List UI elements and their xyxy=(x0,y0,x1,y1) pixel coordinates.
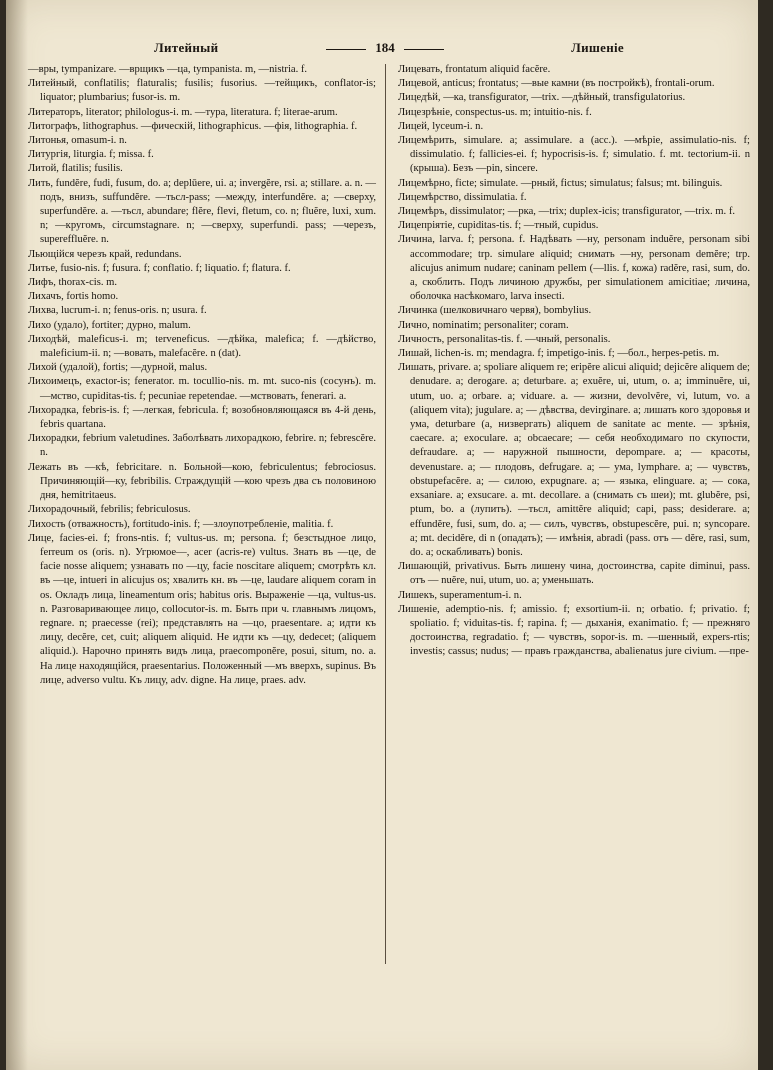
dictionary-entry: Литераторъ, literator; philologus-i. m. —тура, literatura. f; literae-arum. xyxy=(28,106,338,118)
dictionary-entry: Литой, flatilis; fusilis. xyxy=(28,163,123,175)
dictionary-entry: Лишекъ, superamentum-i. n. xyxy=(398,589,522,601)
dictionary-entry: Литейный, conflatilis; flaturalis; fusilis; fusorius. —тейщикъ, conflator-is; liquator; plumbarius; fusor-is. m. xyxy=(28,78,376,104)
rule-right xyxy=(404,49,444,50)
dictionary-entry: Лишать, privare. a; spoliare aliquem re; eripĕre alicui aliquid; dejicĕre aliquem de; denudare. a; derogare. a; deturbare. a; exuĕre, ui, utum, o. a; imminuĕre, ui, utum, uo. a; orbare. a; viduare. a. — жизни, devolvĕre, vi, lutum, vo. a (aliquem vita); jugulare. a; — дѣвства, devirginare. a; лишать кого здоровья и ума, deturbare (a, низвергать) aliquem de sanitate ac mente. — зрѣнія, caecare. a; exoculare. a; obcaecare; — себя необходимаго по скупости, defraudare. a; — наружной пышности, depompare. a; — красоты, devenustare. a; — плодовъ, defrugare. a; — ума, lymphare. a; — чувствъ, obstupefacĕre. a; — силою, expugnare. a; — языка, elinguare. a; — сока, exsaniare. a; exsucare. a. mt. decollare. a (снимать съ шеи); mt. glubĕre, psi, ptum, bo. a (лупить). —тьсл, amittĕre aliquid; capi, pass; desiderare. a; effundĕre, fusi, sum, do. a; — силъ, чувствъ, obstupescĕre, pui. n; syncopare. a; mt. decidĕre, di n (опадать); — имѣнія, abradi (pass. отъ — dĕre, rasi, sum, do. a; оскабливать) bonis. xyxy=(398,362,750,558)
dictionary-entry: Лихорадка, febris-is. f; —легкая, febricula. f; возобновляющаяся въ 4-й день, febris quartana. xyxy=(28,404,376,431)
book-page xyxy=(6,0,758,1070)
dictionary-entry: Лить, fundĕre, fudi, fusum, do. a; deplūere, ui. a; invergĕre, rsi. a; stillare. a. n. —подъ, внизъ, suffundĕre. —тьсл-pass; —между, interfundĕre. a; —сверху, superfundĕre. a. —тьсл, abundare; flĕre, flevi, fletum, co. n; fluĕre, luxi, xum. n; —кругомъ, circumstagnare. n; —сверху, superfundi. pass; —черезъ, supereffluĕre. n. xyxy=(28,177,376,246)
dictionary-entry: Лицемѣрить, simulare. a; assimulare. a (acc.). —мѣріе, assimulatio-nis. f; dissimulatio. f; fallicies-ei. f; hypocrisis-is. f; simulatio. f. mt. tectorium-ii. n (крыша). Безъ —pin, sincere. xyxy=(398,135,750,175)
dictionary-entry: Лихва, lucrum-i. n; fenus-oris. n; usura. f. xyxy=(28,305,207,317)
dictionary-entry: Личина, larva. f; persona. f. Надѣвать —ну, personam induĕre, personam sibi accommodare; trp. simulare aliquid; снимать —ну, personam demĕre; trp. alicujus animum nudare; caninam pellem (—llis. f, кожа) radĕre, rasi, sum, do. a, скоблить. Подъ личиною дружбы, per simulationem amicitiae; личина, оболочка насѣкомаго, larva insecti. xyxy=(398,234,750,303)
dictionary-entry: Литонья, omasum-i. n. xyxy=(28,135,127,147)
dictionary-entry: Лицей, lyceum-i. n. xyxy=(398,120,484,132)
page-header xyxy=(26,40,744,62)
running-head-left: Литейный xyxy=(154,40,219,55)
dictionary-entry: Лицемѣрство, dissimulatia. f. xyxy=(398,191,527,203)
dictionary-entry: Лицезрѣніе, conspectus-us. m; intuitio-nis. f. xyxy=(398,106,592,118)
dictionary-entry: Лишающій, privativus. Быть лишену чина, достоинства, capite diminui, pass. отъ — nuĕre, nui, utum, uo. a; уменьшать. xyxy=(398,561,750,587)
dictionary-entry: Лишеніе, ademptio-nis. f; amissio. f; exsortium-ii. n; orbatio. f; privatio. f; spoliatio. f; viduitas-tis. f; rapina. f; — дыханія, exanimatio. f; — прежняго достоинства, regradatio. f; — чувствъ, sopor-is. m. —шенный, expers-rtis; investis; cassus; nudus; — правъ гражданства, abalienatus jure civium. —пре- xyxy=(398,603,750,658)
left-column xyxy=(28,63,376,688)
right-column xyxy=(398,63,750,660)
dictionary-entry: Литье, fusio-nis. f; fusura. f; conflatio. f; liquatio. f; flatura. f. xyxy=(28,262,291,274)
dictionary-entry: Литургія, liturgia. f; missa. f. xyxy=(28,149,154,161)
page-number: 184 xyxy=(375,40,395,55)
dictionary-entry: Лихорадочный, febrilis; febriculosus. xyxy=(28,504,191,516)
dictionary-entry: Лицемѣрно, ficte; simulate. —рный, fictus; simulatus; falsus; mt. bilinguis. xyxy=(398,177,723,189)
dictionary-entry: Льющійся черезъ край, redundans. xyxy=(28,248,182,260)
dictionary-entry: Личинка (шелковичнаго червя), bombylius. xyxy=(398,305,592,317)
dictionary-entry: Лицепріятіе, cupiditas-tis. f; —тный, cupidus. xyxy=(398,220,599,232)
dictionary-entry: Лицедѣй, —ка, transfigurator, —trix. —дѣйный, transfigulatorius. xyxy=(398,92,686,104)
dictionary-entry: Лифъ, thorax-cis. m. xyxy=(28,277,118,289)
dictionary-entry: Лице, facies-ei. f; frons-ntis. f; vultus-us. m; persona. f; безстыдное лицо, ferreum os (oris. n). Угрюмое—, acer (acris-re) vultus. Знать въ —це, de facie nosse aliquem; узнавать по —цу, facie noscitare aliquem; смотрѣть кл. въ —це, intueri in alicujus os; хвалить кн. въ —це, laudare aliquem coram in os. Окладъ лица, lineamentum oris; habitus oris. Выраженіе —ца, vultus-us. n. Разговаривающее лицо, collocutor-is. m. Быть при ч. главнымъ лицомъ, regnare. n; praecesse (rei); представлять на —цо, praesentare. a; идти къ лицу, decĕre, cet, cuit; aliquem aliquid. Не идти къ —цу, dedecet; (aliquem aliquid.). Нарочно принять видъ лица, praecomponĕre, posui, situm, no. a. На лице находящійся, praesentarius. Положенный —мъ вверхъ, supinus. Въ лице, adverso vultu. Къ лицу, adv. digne. На лице, praes. adv. xyxy=(28,532,376,686)
rule-left xyxy=(326,49,366,50)
dictionary-entry: Литографъ, lithographus. —фическій, lithographicus. —фія, lithographia. f. xyxy=(28,120,358,132)
dictionary-entry: —вры, tympanizare. —врщикъ —ца, tympanista. m, —nistria. f. xyxy=(28,64,308,75)
dictionary-entry: Лиходѣй, maleficus-i. m; terveneficus. —дѣйка, malefica; f. —дѣйство, maleficium-ii. n; —вовать, malefacĕre. n (dat). xyxy=(28,333,376,360)
dictionary-entry: Лежать въ —кѣ, febricitare. n. Больной—кою, febriculentus; febrociosus. Причиняющій—ку, febribilis. Страждущій —кою чрезъ два съ половиною дня, hemitritaeus. xyxy=(28,461,376,502)
page-number-block xyxy=(26,40,744,56)
dictionary-entry: Лихачъ, fortis homo. xyxy=(28,291,119,303)
running-head-right: Лишеніе xyxy=(571,40,624,55)
dictionary-entry: Лицевой, anticus; frontatus; —вые камни (въ постройкѣ), frontali-orum. xyxy=(398,78,715,90)
dictionary-entry: Лихость (отважность), fortitudo-inis. f; —злоупотребленіе, malitia. f. xyxy=(28,518,334,530)
column-divider xyxy=(385,64,386,964)
dictionary-entry: Лицемѣръ, dissimulator; —рка, —trix; duplex-icis; transfigurator, —trix. m. f. xyxy=(398,206,736,218)
dictionary-entry: Лихой (удалой), fortis; —дурной, malus. xyxy=(28,362,208,374)
dictionary-entry: Лицевать, frontatum aliquid facĕre. xyxy=(398,64,551,75)
dictionary-entry: Лишай, lichen-is. m; mendagra. f; impetigo-inis. f; —бол., herpes-petis. m. xyxy=(398,348,720,360)
dictionary-entry: Лично, nominatim; personaliter; coram. xyxy=(398,319,569,331)
gutter-shadow xyxy=(6,0,28,1070)
dictionary-entry: Лихорадки, febrium valetudines. Заболѣвать лихорадкою, febrire. n; febrescĕre. n. xyxy=(28,433,376,459)
dictionary-entry: Лихоимецъ, exactor-is; fenerator. m. toculliо-nis. m. mt. suco-nis (сосунъ). m. —мство, cupiditas-tis. f; pecuniae repetendae. —мствовать, fenerari. a. xyxy=(28,376,376,402)
dictionary-entry: Лихо (удало), fortiter; дурно, malum. xyxy=(28,319,191,331)
dictionary-entry: Личность, personalitas-tis. f. —чный, personalis. xyxy=(398,333,611,345)
